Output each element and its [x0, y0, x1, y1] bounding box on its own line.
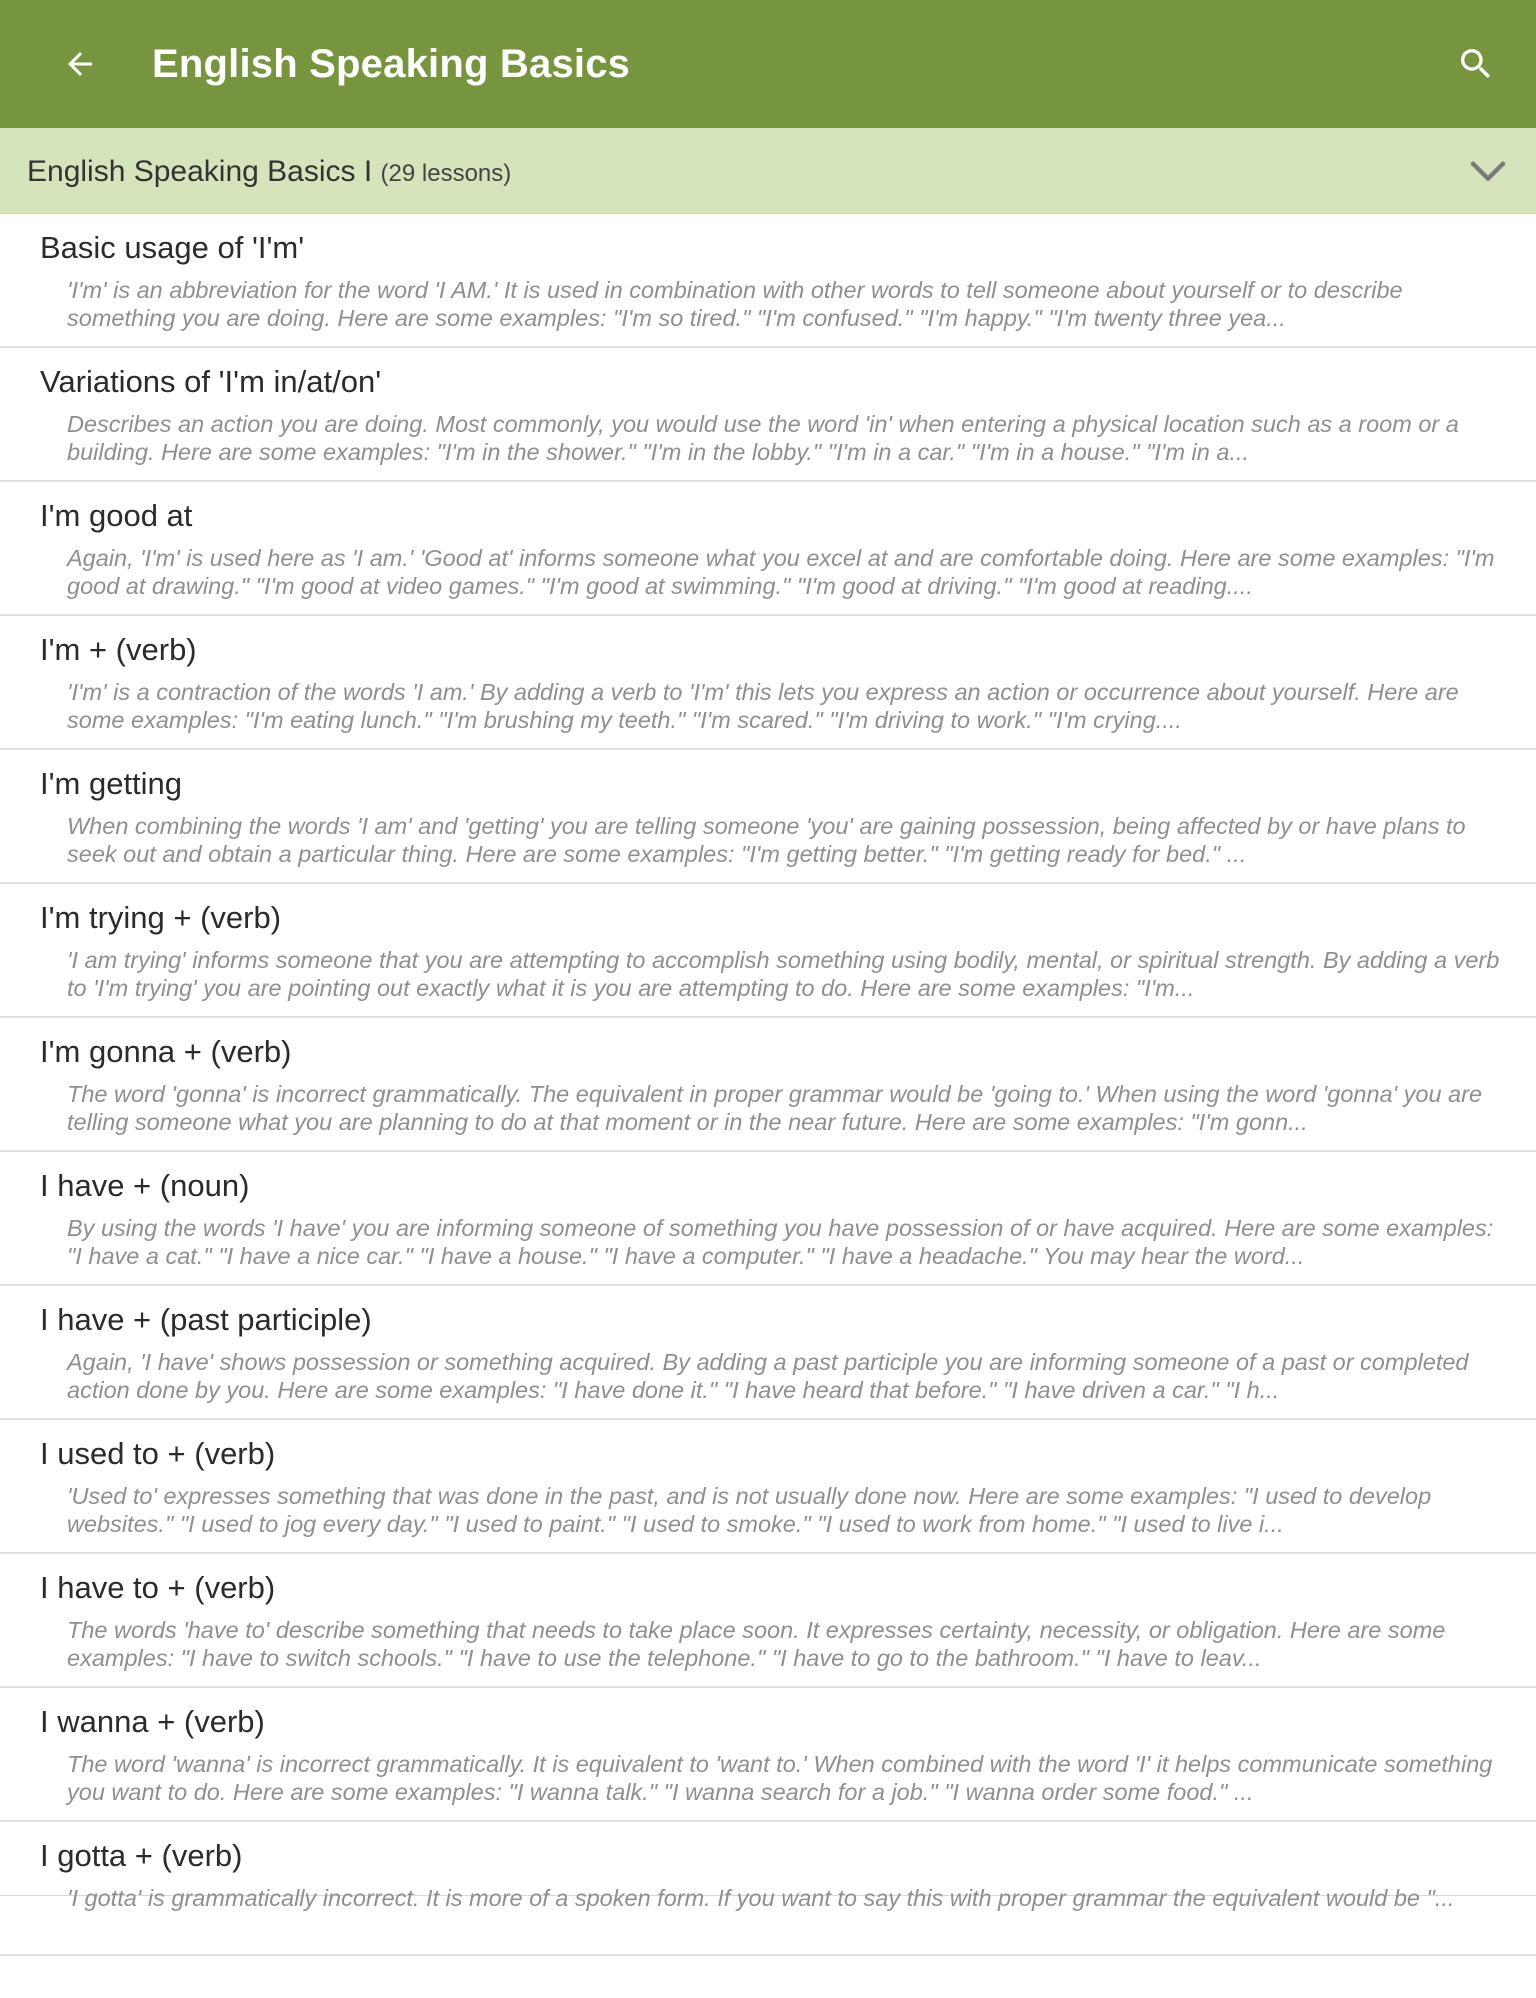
lesson-item[interactable] [0, 884, 1536, 1018]
arrow-back-icon [62, 46, 98, 82]
lesson-description: The words 'have to' describe something that needs to take place soon. It expresses certainty, necessity, or obligation. Here are some examples: "I have to switch schools." "I have to use the telephone." "I have to go to the bathroom." "I have to leav... [67, 1617, 1446, 1671]
lesson-description: Again, 'I'm' is used here as 'I am.' 'Good at' informs someone what you excel at and are comfortable doing. Here are some examples: "I'm good at drawing." "I'm good at video games." "I'm good at swimming." "I'm good at driving." "I'm good at reading.... [67, 545, 1495, 599]
section-title-text: English Speaking Basics I [27, 155, 373, 188]
lesson-item[interactable] [0, 482, 1536, 616]
section-title [27, 128, 511, 214]
lesson-description: 'I'm' is a contraction of the words 'I am.' By adding a verb to 'I'm' this lets you express an action or occurrence about yourself. Here are some examples: "I'm eating lunch." "I'm brushing my teeth." "I'm scared." "I'm driving to work." "I'm crying.... [67, 679, 1459, 733]
lesson-description: 'I gotta' is grammatically incorrect. It is more of a spoken form. If you want to say this with proper grammar the equivalent would be "... [67, 1885, 1455, 1911]
lesson-list [0, 214, 1536, 1911]
lesson-description: The word 'wanna' is incorrect grammatically. It is equivalent to 'want to.' When combined with the word 'I' it helps communicate something you want to do. Here are some examples: "I wanna talk." "I wanna search for a job." "I wanna order some food." ... [67, 1751, 1493, 1805]
lesson-item[interactable] [0, 1688, 1536, 1822]
lesson-title: Basic usage of 'I'm' [40, 230, 305, 265]
lesson-title: I have + (past participle) [40, 1302, 372, 1337]
chevron-down-icon[interactable] [1468, 152, 1508, 192]
lesson-description: Again, 'I have' shows possession or something acquired. By adding a past participle you are informing someone of a past or completed action done by you. Here are some examples: "I have done it." "I have heard that before." "I have driven a car." "I h... [67, 1349, 1469, 1403]
page-title: English Speaking Basics [152, 42, 631, 86]
lesson-item[interactable] [0, 1554, 1536, 1688]
lesson-title: I wanna + (verb) [40, 1704, 265, 1739]
lesson-count: (29 lessons) [380, 160, 512, 187]
lesson-item[interactable] [0, 1018, 1536, 1152]
lesson-title: I'm + (verb) [40, 632, 197, 667]
lesson-title: I have to + (verb) [40, 1570, 276, 1605]
search-icon [1456, 44, 1496, 84]
lesson-description: 'Used to' expresses something that was done in the past, and is not usually done now. Here are some examples: "I used to develop websites." "I used to jog every day." "I used to paint." "I used to smoke." "I used to work from home." "I used to live i... [67, 1483, 1432, 1537]
lesson-title: I used to + (verb) [40, 1436, 276, 1471]
section-header[interactable] [0, 128, 1536, 214]
lesson-item[interactable] [0, 1420, 1536, 1554]
lesson-description: By using the words 'I have' you are informing someone of something you have possession of or have acquired. Here are some examples: "I have a cat." "I have a nice car." "I have a house." "I have a computer." "I have a headache." You may hear the word... [67, 1215, 1494, 1269]
lesson-title: I'm trying + (verb) [40, 900, 282, 935]
lesson-item[interactable] [0, 214, 1536, 348]
lesson-item[interactable] [0, 750, 1536, 884]
lesson-description: 'I am trying' informs someone that you are attempting to accomplish something using bodily, mental, or spiritual strength. By adding a verb to 'I'm trying' you are pointing out exactly what it is you are attempting to do. Here are some examples: "I'm... [67, 947, 1500, 1001]
lesson-item[interactable] [0, 1822, 1536, 1956]
lesson-item[interactable] [0, 1152, 1536, 1286]
lesson-title: Variations of 'I'm in/at/on' [40, 364, 382, 399]
back-button[interactable] [56, 40, 104, 88]
app-bar [0, 0, 1536, 128]
lesson-title: I have + (noun) [40, 1168, 250, 1203]
lesson-description: Describes an action you are doing. Most commonly, you would use the word 'in' when entering a physical location such as a room or a building. Here are some examples: "I'm in the shower." "I'm in the lobby." "I'm in a car." "I'm in a house." "I'm in a... [67, 411, 1459, 465]
lesson-title: I'm good at [40, 498, 193, 533]
lesson-item[interactable] [0, 616, 1536, 750]
lesson-description: 'I'm' is an abbreviation for the word 'I AM.' It is used in combination with other words to tell someone about yourself or to describe something you are doing. Here are some examples: "I'm so tired." "I'm confused." "I'm happy." "I'm twenty three yea... [67, 277, 1403, 331]
lesson-item[interactable] [0, 348, 1536, 482]
search-button[interactable] [1452, 40, 1500, 88]
lesson-title: I'm gonna + (verb) [40, 1034, 292, 1069]
lesson-title: I'm getting [40, 766, 183, 801]
lesson-description: The word 'gonna' is incorrect grammatically. The equivalent in proper grammar would be 'going to.' When using the word 'gonna' you are telling someone what you are planning to do at that moment or in the near future. Here are some examples: "I'm gonn... [67, 1081, 1483, 1135]
lesson-title: I gotta + (verb) [40, 1838, 243, 1873]
lesson-description: When combining the words 'I am' and 'getting' you are telling someone 'you' are gaining possession, being affected by or have plans to seek out and obtain a particular thing. Here are some examples: "I'm getting better." "I'm getting ready for bed." ... [67, 813, 1466, 867]
lesson-item[interactable] [0, 1286, 1536, 1420]
